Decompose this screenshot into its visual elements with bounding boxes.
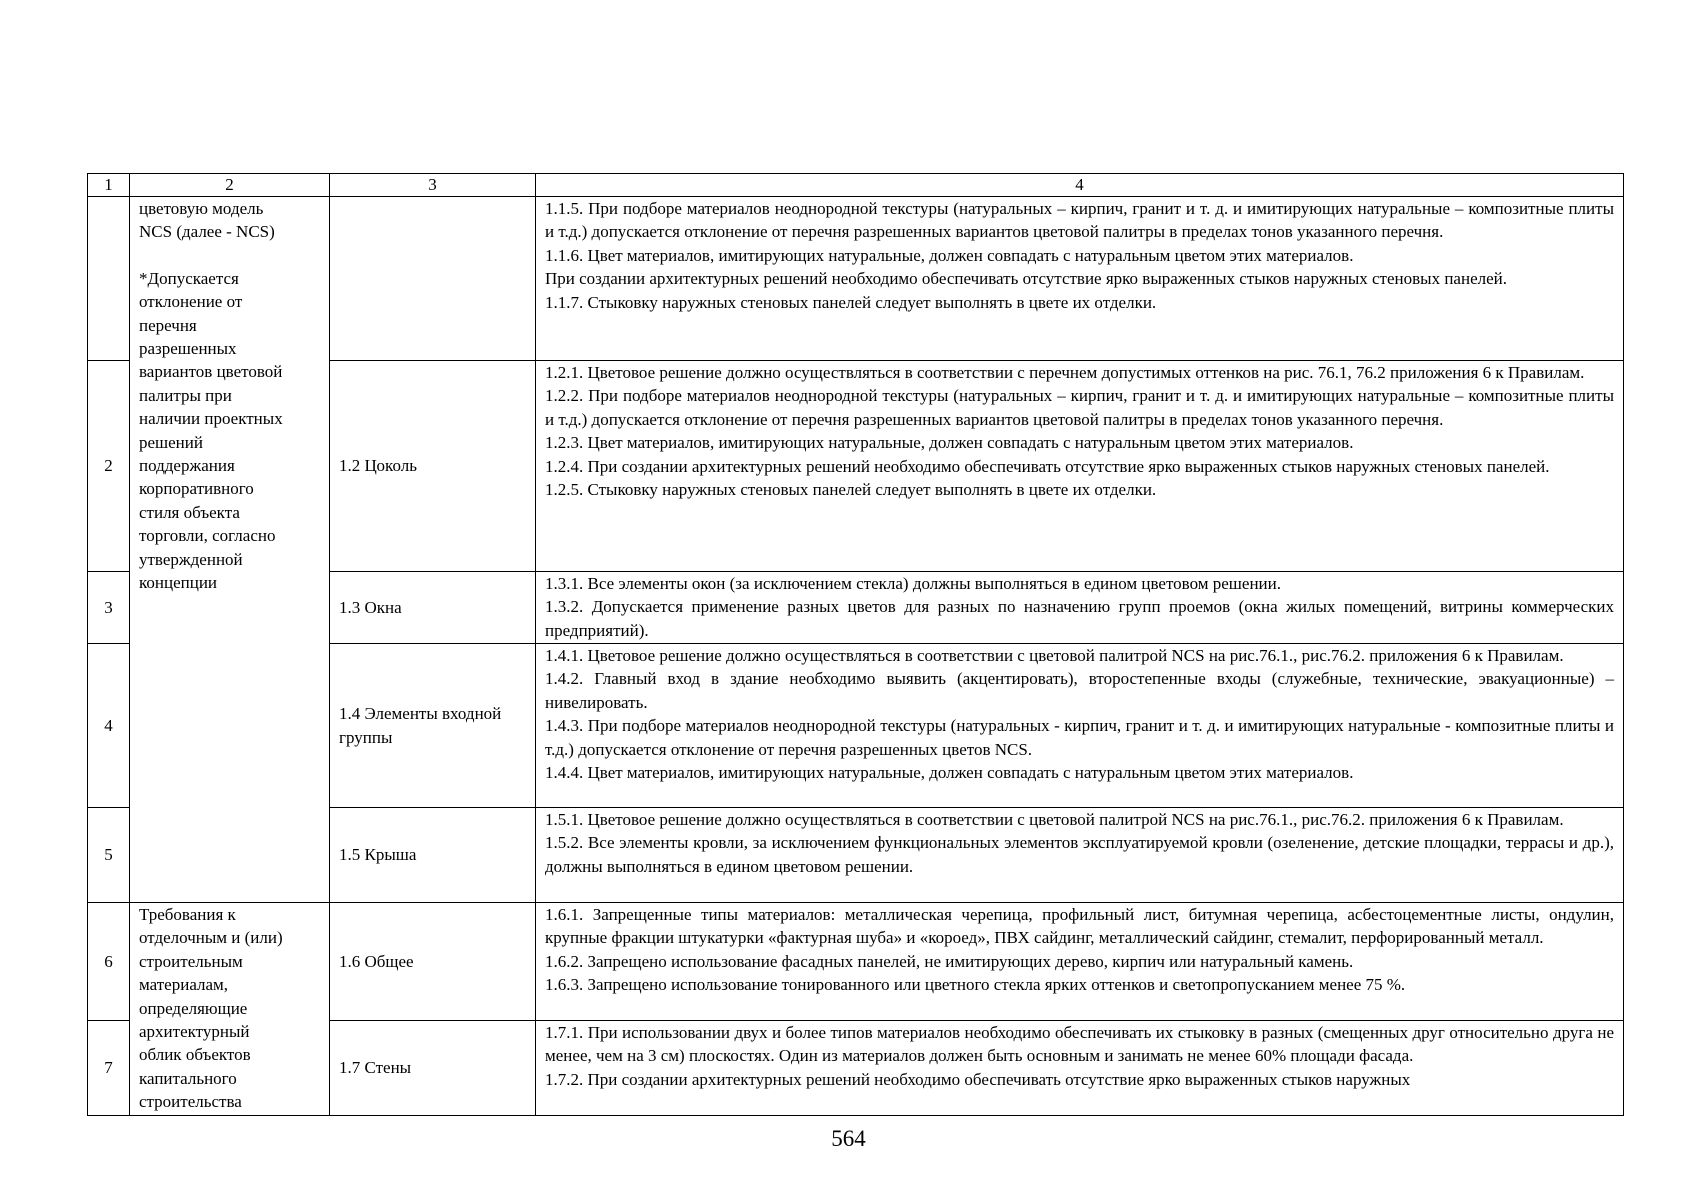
requirement-item: 1.2.3. Цвет материалов, имитирующих натуральные, должен совпадать с натуральным цветом этих материалов. (545, 433, 1354, 453)
row-number (88, 197, 130, 361)
requirement-item: 1.4.2. Главный вход в здание необходимо выявить (акцентировать), второстепенные входы (служебные, технические, эвакуационные) – нивелировать. (545, 669, 1614, 712)
requirement-item: 1.5.2. Все элементы кровли, за исключением функциональных элементов эксплуатируемой кровли (озеленение, детские площадки, террасы и др.), должны выполняться в едином цветовом решении. (545, 833, 1614, 876)
row-number: 3 (88, 572, 130, 644)
category-line: отделочным и (или) (139, 928, 283, 948)
requirement-item: 1.2.1. Цветовое решение должно осуществляться в соответствии с перечнем допустимых оттенков на рис. 76.1, 76.2 приложения 6 к Правилам. (545, 363, 1585, 382)
requirement-item: 1.1.5. При подборе материалов неоднородной текстуры (натуральных – кирпич, гранит и т. д. и имитирующих натуральные – композитные плиты и т.д.) допускается отклонение от перечня разрешенных вариантов цветовой палитры в пределах тонов указанного перечня. (545, 199, 1614, 242)
category-line: утвержденной (139, 549, 243, 569)
requirements-cell (536, 903, 1624, 1021)
subcategory-cell: 1.5 Крыша (330, 808, 536, 903)
category-line: строительства (139, 1092, 242, 1112)
row-number: 4 (88, 644, 130, 808)
row-number: 6 (88, 903, 130, 1021)
category-line: Требования к (139, 905, 236, 924)
requirement-item: 1.1.7. Стыковку наружных стеновых панелей следует выполнять в цвете их отделки. (545, 292, 1157, 312)
column-header-2: 2 (130, 174, 330, 197)
category-line: отклонение от (139, 292, 243, 312)
category-line: вариантов цветовой (139, 362, 283, 382)
requirement-item: 1.4.1. Цветовое решение должно осуществляться в соответствии с цветовой палитрой NCS на рис.76.1., рис.76.2. приложения 6 к Правилам. (545, 646, 1564, 665)
subcategory-cell: 1.3 Окна (330, 572, 536, 644)
category-line: концепции (139, 573, 218, 593)
requirement-item: 1.7.2. При создании архитектурных решений необходимо обеспечивать отсутствие ярко выраженных стыков наружных (545, 1069, 1411, 1089)
requirement-item: 1.4.4. Цвет материалов, имитирующих натуральные, должен совпадать с натуральным цветом этих материалов. (545, 763, 1354, 783)
requirements-cell (536, 197, 1624, 361)
category-cell-materials (130, 903, 330, 1116)
requirements-table (87, 173, 1624, 1116)
subcategory-cell: 1.6 Общее (330, 903, 536, 1021)
requirement-item: 1.5.1. Цветовое решение должно осуществляться в соответствии с цветовой палитрой NCS на рис.76.1., рис.76.2. приложения 6 к Правилам. (545, 810, 1564, 829)
requirement-item: 1.4.3. При подборе материалов неоднородной текстуры (натуральных - кирпич, гранит и т. д. и имитирующих натуральные - композитные плиты и т.д.) допускается отклонение от перечня разрешенных цветов NCS. (545, 716, 1614, 759)
category-line: *Допускается (139, 268, 239, 288)
column-header-4: 4 (536, 174, 1624, 197)
column-header-1: 1 (88, 174, 130, 197)
requirements-cell (536, 1021, 1624, 1116)
category-line: палитры при (139, 385, 232, 405)
requirements-cell (536, 361, 1624, 572)
requirements-cell (536, 808, 1624, 903)
requirement-item: 1.6.1. Запрещенные типы материалов: металлическая черепица, профильный лист, битумная черепица, асбестоцементные листы, ондулин, крупные фракции штукатурки «фактурная шуба» и «короед», ПВХ сайдинг, металлический сайдинг, стемалит, перфорированный металл. (545, 905, 1614, 948)
category-line: перечня (139, 315, 197, 335)
subcategory-cell: 1.2 Цоколь (330, 361, 536, 572)
category-line: строительным (139, 951, 243, 971)
subcategory-cell: 1.7 Стены (330, 1021, 536, 1116)
category-line (139, 244, 320, 267)
table-row (88, 903, 1624, 1021)
requirement-item: 1.6.3. Запрещено использование тонированного или цветного стекла ярких оттенков и светопропусканием менее 75 %. (545, 975, 1406, 995)
category-line: стиля объекта (139, 502, 240, 522)
requirement-item: 1.1.6. Цвет материалов, имитирующих натуральные, должен совпадать с натуральным цветом этих материалов. (545, 245, 1354, 265)
requirements-cell (536, 572, 1624, 644)
row-number: 7 (88, 1021, 130, 1116)
category-line: определяющие (139, 998, 248, 1018)
category-line: материалам, (139, 975, 229, 995)
requirement-item: 1.2.5. Стыковку наружных стеновых панелей следует выполнять в цвете их отделки. (545, 480, 1157, 500)
row-number: 5 (88, 808, 130, 903)
requirement-item: 1.7.1. При использовании двух и более типов материалов необходимо обеспечивать их стыковку в разных (смещенных друг относительно друга не менее, чем на 3 см) плоскостях. Один из материалов должен быть основным и занимать не менее 60% площади фасада. (545, 1023, 1614, 1066)
category-line: разрешенных (139, 339, 237, 359)
category-line: решений (139, 432, 203, 452)
requirement-item: 1.3.1. Все элементы окон (за исключением стекла) должны выполняться в едином цветовом решении. (545, 574, 1281, 593)
subcategory-cell (330, 197, 536, 361)
table-header-row (88, 174, 1624, 197)
row-number: 2 (88, 361, 130, 572)
requirement-item: 1.6.2. Запрещено использование фасадных панелей, не имитирующих дерево, кирпич или натуральный камень. (545, 951, 1354, 971)
category-line: поддержания (139, 456, 235, 476)
category-line: архитектурный (139, 1022, 250, 1042)
table-row (88, 197, 1624, 361)
category-line: цветовую модель (139, 199, 264, 218)
requirement-item: При создании архитектурных решений необходимо обеспечивать отсутствие ярко выраженных стыков наружных стеновых панелей. (545, 269, 1507, 289)
category-line: корпоративного (139, 479, 254, 499)
category-line: NCS (далее - NCS) (139, 222, 275, 242)
requirement-item: 1.3.2. Допускается применение разных цветов для разных по назначению групп проемов (окна жилых помещений, витрины коммерческих предприятий). (545, 597, 1614, 640)
requirement-item: 1.2.2. При подборе материалов неоднородной текстуры (натуральных – кирпич, гранит и т. д. и имитирующих натуральные – композитные плиты и т.д.) допускается отклонение от перечня разрешенных вариантов цветовой палитры в пределах тонов указанного перечня. (545, 386, 1614, 429)
category-cell-color (130, 197, 330, 903)
requirement-item: 1.2.4. При создании архитектурных решений необходимо обеспечивать отсутствие ярко выраженных стыков наружных стеновых панелей. (545, 456, 1550, 476)
requirements-cell (536, 644, 1624, 808)
category-line: наличии проектных (139, 409, 283, 429)
category-line: торговли, согласно (139, 526, 276, 546)
category-line: облик объектов (139, 1045, 251, 1065)
subcategory-cell: 1.4 Элементы входной группы (330, 644, 536, 808)
category-line: капитального (139, 1068, 237, 1088)
page-number: 564 (831, 1126, 866, 1151)
column-header-3: 3 (330, 174, 536, 197)
